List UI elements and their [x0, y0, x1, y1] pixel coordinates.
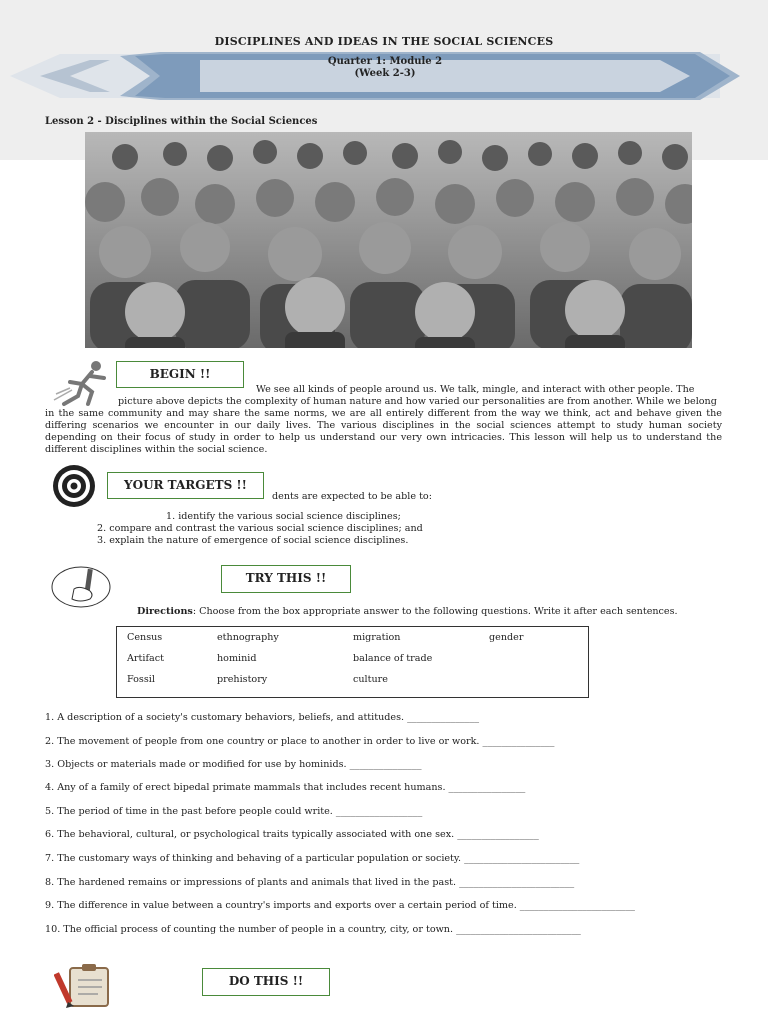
pencil-hand-icon [50, 565, 112, 609]
begin-paragraph-line2: picture above depicts the complexity of human nature and how varied our personalities are from another. While we belong [118, 396, 717, 407]
quarter-label: Quarter 1: Module 2 [327, 56, 443, 67]
question-7: 7. The customary ways of thinking and behaving of a particular population or society. ________________________ [45, 853, 580, 864]
choice-hominid: hominid [217, 653, 257, 664]
choice-migration: migration [353, 632, 401, 643]
choice-culture: culture [353, 674, 388, 685]
begin-label: BEGIN !! [116, 361, 244, 388]
question-2: 2. The movement of people from one country or place to another in order to live or work. _______________ [45, 736, 555, 747]
choices-box [116, 626, 589, 698]
question-6: 6. The behavioral, cultural, or psychological traits typically associated with one sex. _________________ [45, 829, 539, 840]
do-this-label: DO THIS !! [202, 968, 330, 996]
choice-ethnography: ethnography [217, 632, 279, 643]
runner-icon [52, 360, 114, 408]
target-item-2: 2. compare and contrast the various social science disciplines; and [97, 523, 423, 534]
target-icon [46, 464, 102, 508]
begin-paragraph-line1: We see all kinds of people around us. We talk, mingle, and interact with other people. The [256, 384, 695, 395]
question-10: 10. The official process of counting the number of people in a country, city, or town. __________________________ [45, 924, 581, 935]
question-8: 8. The hardened remains or impressions of plants and animals that lived in the past. ________________________ [45, 877, 575, 888]
crowd-photo [85, 132, 692, 348]
target-item-1: 1. identify the various social science disciplines; [166, 511, 401, 522]
choice-gender: gender [489, 632, 524, 643]
directions-text: : Choose from the box appropriate answer to the following questions. Write it after each sentences. [192, 606, 678, 617]
choice-fossil: Fossil [127, 674, 155, 685]
targets-intro: dents are expected to be able to: [272, 491, 432, 502]
directions [137, 606, 678, 617]
question-4: 4. Any of a family of erect bipedal primate mammals that includes recent humans. ________________ [45, 782, 526, 793]
directions-label: Directions [137, 606, 193, 617]
week-label: (Week 2-3) [354, 68, 416, 79]
begin-paragraph-body: in the same community and may share the same norms, we are all entirely different from the way we think, act and behave given the differing scenarios we encounter in our daily lives. The various disciplines in the social sciences attempt to study human society depending on their focus of study in order to help us understand our very own intricacies. This lesson will help us to understand the different disciplines within the social science. [45, 408, 722, 455]
question-3: 3. Objects or materials made or modified for use by hominids. _______________ [45, 759, 422, 770]
question-5: 5. The period of time in the past before people could write. __________________ [45, 806, 423, 817]
clipboard-icon [54, 962, 116, 1008]
choice-artifact: Artifact [127, 653, 164, 664]
choice-prehistory: prehistory [217, 674, 268, 685]
target-item-3: 3. explain the nature of emergence of social science disciplines. [97, 535, 409, 546]
document-title: DISCIPLINES AND IDEAS IN THE SOCIAL SCIENCES [214, 35, 554, 48]
targets-label: YOUR TARGETS !! [107, 472, 264, 499]
lesson-title: Lesson 2 - Disciplines within the Social Sciences [45, 116, 318, 127]
question-1: 1. A description of a society's customary behaviors, beliefs, and attitudes. _______________ [45, 712, 480, 723]
question-9: 9. The difference in value between a country's imports and exports over a certain period of time. ________________________ [45, 900, 635, 911]
choice-balance-of-trade: balance of trade [353, 653, 433, 664]
choice-census: Census [127, 632, 163, 643]
try-this-label: TRY THIS !! [221, 565, 351, 593]
